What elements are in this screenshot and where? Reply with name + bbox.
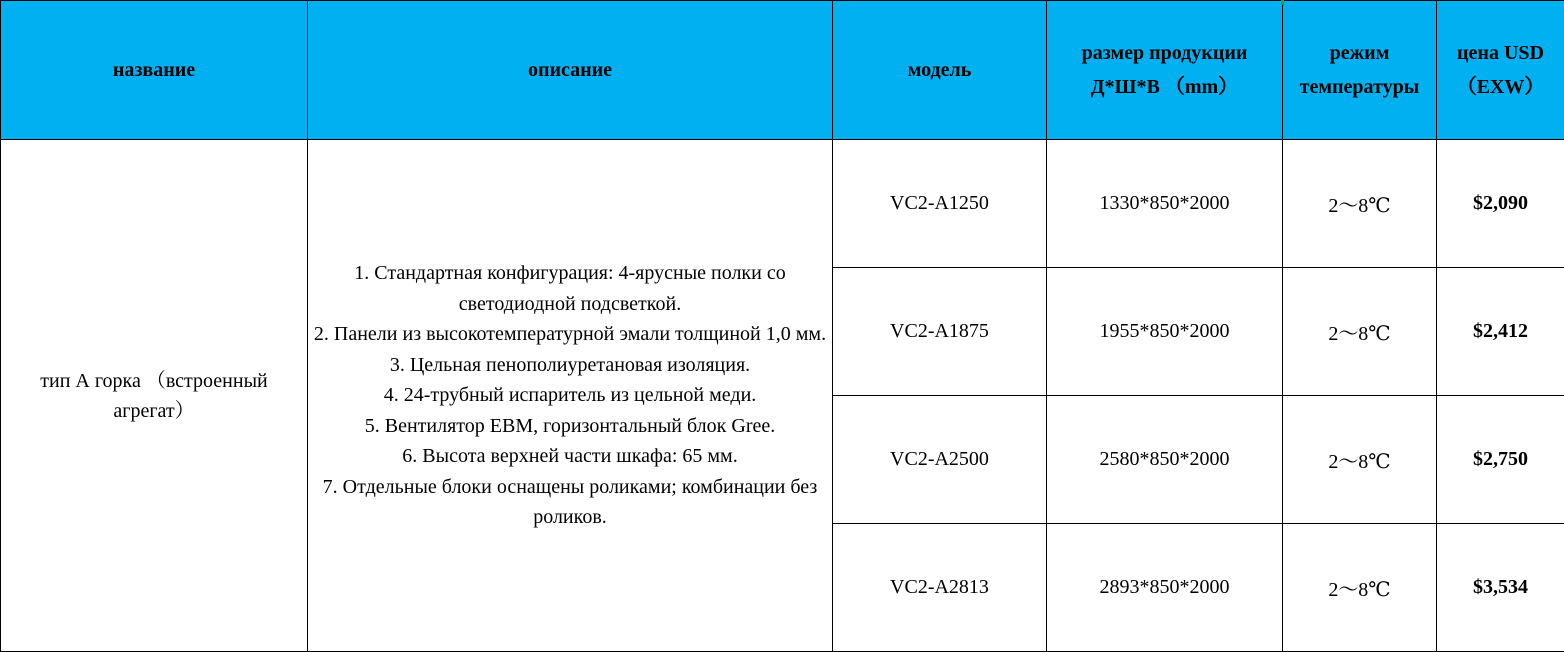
model-cell: VC2-A2813 [833, 524, 1047, 652]
model-cell: VC2-A1250 [833, 140, 1047, 268]
temperature-cell: 2～8℃ [1283, 268, 1437, 396]
header-model: модель [833, 1, 1047, 140]
description-line: 3. Цельная пенополиуретановая изоляция. [389, 353, 751, 376]
price-cell: $2,090 [1437, 140, 1564, 268]
description-line: 4. 24-трубный испаритель из цельной меди. [383, 384, 757, 407]
price-cell: $3,534 [1437, 524, 1564, 652]
price-cell: $2,412 [1437, 268, 1564, 396]
temperature-cell: 2～8℃ [1283, 524, 1437, 652]
header-size: размер продукции Д*Ш*В （mm） [1047, 1, 1283, 140]
model-cell: VC2-A2500 [833, 396, 1047, 524]
cell-corner-marker [1281, 0, 1284, 5]
description-line: 7. Отдельные блоки оснащены роликами; комбинации без роликов. [322, 475, 818, 529]
description-line: 6. Высота верхней части шкафа: 65 мм. [402, 445, 738, 468]
header-price: цена USD（EXW） [1437, 1, 1564, 140]
temperature-cell: 2～8℃ [1283, 396, 1437, 524]
description-line: 5. Вентилятор EBM, горизонтальный блок Gree. [364, 414, 776, 437]
table-row [1, 140, 1564, 268]
size-cell: 2893*850*2000 [1047, 524, 1283, 652]
temperature-cell: 2～8℃ [1283, 140, 1437, 268]
size-cell: 1330*850*2000 [1047, 140, 1283, 268]
header-row [1, 1, 1564, 140]
price-cell: $2,750 [1437, 396, 1564, 524]
product-name-cell: тип А горка （встроенный агрегат） [1, 140, 308, 652]
size-cell: 2580*850*2000 [1047, 396, 1283, 524]
product-description-cell [308, 140, 833, 652]
header-description: описание [308, 1, 833, 140]
size-cell: 1955*850*2000 [1047, 268, 1283, 396]
description-line: 1. Стандартная конфигурация: 4-ярусные полки со светодиодной подсветкой. [354, 262, 786, 315]
header-temperature: режим температуры [1283, 1, 1437, 140]
header-name: название [1, 1, 308, 140]
model-cell: VC2-A1875 [833, 268, 1047, 396]
description-line: 2. Панели из высокотемпературной эмали толщиной 1,0 мм. [313, 323, 827, 346]
